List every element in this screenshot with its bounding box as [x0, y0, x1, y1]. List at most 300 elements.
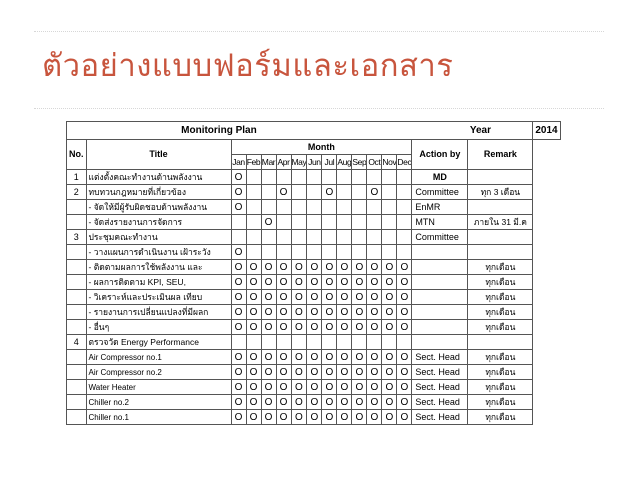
- month-mark-jun: [307, 245, 322, 260]
- month-mark-oct: [367, 215, 382, 230]
- month-mark-dec: O: [397, 260, 412, 275]
- month-mark-aug: [337, 245, 352, 260]
- month-mark-aug: [337, 335, 352, 350]
- month-mark-sep: O: [352, 290, 367, 305]
- month-mark-jan: O: [231, 245, 246, 260]
- month-mark-dec: O: [397, 320, 412, 335]
- month-mark-sep: [352, 185, 367, 200]
- row-remark: [468, 245, 533, 260]
- month-mark-sep: [352, 215, 367, 230]
- top-divider: [34, 31, 604, 32]
- month-mark-nov: [382, 185, 397, 200]
- month-mark-may: O: [291, 410, 307, 425]
- month-mark-mar: O: [261, 350, 276, 365]
- table-row: [67, 395, 561, 410]
- table-row: [67, 230, 561, 245]
- month-mark-feb: [246, 170, 261, 185]
- month-mark-jun: O: [307, 290, 322, 305]
- row-number: [67, 215, 87, 230]
- month-mark-may: [291, 200, 307, 215]
- month-mark-nov: [382, 215, 397, 230]
- month-mark-feb: [246, 245, 261, 260]
- month-mark-may: [291, 245, 307, 260]
- table-row: [67, 410, 561, 425]
- month-mark-jun: [307, 230, 322, 245]
- table-row: [67, 350, 561, 365]
- month-mark-jul: O: [322, 365, 337, 380]
- month-mark-jan: O: [231, 380, 246, 395]
- month-mark-mar: O: [261, 395, 276, 410]
- month-mark-aug: [337, 230, 352, 245]
- month-header-aug: Aug: [337, 155, 352, 170]
- month-mark-jun: [307, 185, 322, 200]
- month-header-apr: Apr: [276, 155, 291, 170]
- month-mark-jan: [231, 335, 246, 350]
- month-mark-oct: O: [367, 350, 382, 365]
- row-title: - รายงานการเปลี่ยนแปลงที่มีผลก: [86, 305, 231, 320]
- month-mark-nov: O: [382, 320, 397, 335]
- month-mark-nov: [382, 335, 397, 350]
- month-mark-sep: O: [352, 260, 367, 275]
- month-mark-feb: O: [246, 320, 261, 335]
- month-header-may: May: [291, 155, 307, 170]
- month-mark-aug: O: [337, 260, 352, 275]
- month-mark-jul: O: [322, 350, 337, 365]
- row-remark: ทุกเดือน: [468, 350, 533, 365]
- month-mark-oct: O: [367, 410, 382, 425]
- row-remark: ทุกเดือน: [468, 410, 533, 425]
- table-row: [67, 200, 561, 215]
- row-action-by: [412, 320, 468, 335]
- month-mark-jan: [231, 215, 246, 230]
- table-row: [67, 320, 561, 335]
- month-mark-jul: O: [322, 275, 337, 290]
- month-mark-oct: O: [367, 380, 382, 395]
- row-number: [67, 365, 87, 380]
- row-number: [67, 260, 87, 275]
- month-mark-apr: O: [276, 305, 291, 320]
- month-mark-dec: O: [397, 395, 412, 410]
- month-mark-mar: O: [261, 410, 276, 425]
- row-action-by: Sect. Head: [412, 395, 468, 410]
- month-mark-oct: O: [367, 395, 382, 410]
- row-title: - วางแผนการดำเนินงาน เฝ้าระวัง: [86, 245, 231, 260]
- month-mark-sep: O: [352, 380, 367, 395]
- row-remark: [468, 170, 533, 185]
- month-mark-jul: O: [322, 305, 337, 320]
- month-mark-jan: O: [231, 395, 246, 410]
- month-mark-jun: O: [307, 350, 322, 365]
- month-header-sep: Sep: [352, 155, 367, 170]
- row-action-by: [412, 305, 468, 320]
- row-action-by: [412, 335, 468, 350]
- month-mark-jan: O: [231, 290, 246, 305]
- month-header-dec: Dec: [397, 155, 412, 170]
- month-mark-nov: [382, 230, 397, 245]
- row-title: Air Compressor no.2: [86, 365, 231, 380]
- row-remark: ทุกเดือน: [468, 395, 533, 410]
- month-mark-aug: O: [337, 410, 352, 425]
- month-mark-aug: O: [337, 320, 352, 335]
- month-mark-feb: [246, 335, 261, 350]
- month-mark-jun: O: [307, 365, 322, 380]
- month-mark-jul: O: [322, 320, 337, 335]
- month-mark-mar: [261, 245, 276, 260]
- row-remark: ทุกเดือน: [468, 290, 533, 305]
- row-number: [67, 320, 87, 335]
- month-mark-may: [291, 335, 307, 350]
- title-divider: [34, 108, 604, 109]
- month-mark-may: O: [291, 305, 307, 320]
- month-mark-dec: [397, 215, 412, 230]
- month-mark-nov: O: [382, 275, 397, 290]
- month-mark-jul: O: [322, 185, 337, 200]
- month-mark-jun: [307, 200, 322, 215]
- month-mark-mar: O: [261, 320, 276, 335]
- month-mark-may: O: [291, 290, 307, 305]
- row-action-by: Sect. Head: [412, 365, 468, 380]
- row-number: [67, 410, 87, 425]
- month-mark-jan: O: [231, 170, 246, 185]
- row-remark: [468, 200, 533, 215]
- month-mark-jul: O: [322, 380, 337, 395]
- month-mark-mar: O: [261, 305, 276, 320]
- row-action-by: Sect. Head: [412, 380, 468, 395]
- month-mark-oct: [367, 335, 382, 350]
- month-mark-jan: O: [231, 320, 246, 335]
- month-mark-nov: O: [382, 410, 397, 425]
- month-mark-apr: O: [276, 260, 291, 275]
- month-mark-feb: O: [246, 350, 261, 365]
- month-header-jul: Jul: [322, 155, 337, 170]
- month-mark-aug: O: [337, 380, 352, 395]
- month-mark-oct: O: [367, 290, 382, 305]
- month-mark-may: [291, 185, 307, 200]
- month-mark-sep: O: [352, 350, 367, 365]
- month-mark-jun: O: [307, 260, 322, 275]
- month-mark-sep: O: [352, 410, 367, 425]
- table-row: [67, 215, 561, 230]
- month-mark-dec: O: [397, 380, 412, 395]
- row-number: [67, 290, 87, 305]
- month-mark-sep: O: [352, 395, 367, 410]
- month-mark-jan: O: [231, 365, 246, 380]
- year-label: Year: [468, 122, 533, 140]
- month-mark-jan: O: [231, 275, 246, 290]
- row-remark: ภายใน 31 มี.ค: [468, 215, 533, 230]
- table-header-title-row: [67, 122, 561, 140]
- month-mark-oct: [367, 170, 382, 185]
- table-header-row: [67, 140, 561, 155]
- month-mark-nov: O: [382, 260, 397, 275]
- month-mark-dec: [397, 200, 412, 215]
- month-mark-nov: O: [382, 365, 397, 380]
- row-remark: ทุก 3 เดือน: [468, 185, 533, 200]
- month-mark-may: O: [291, 365, 307, 380]
- row-title: - จัดส่งรายงานการจัดการ: [86, 215, 231, 230]
- month-mark-nov: O: [382, 305, 397, 320]
- month-mark-dec: [397, 335, 412, 350]
- row-number: [67, 350, 87, 365]
- month-mark-oct: O: [367, 365, 382, 380]
- row-title: - อื่นๆ: [86, 320, 231, 335]
- month-mark-apr: [276, 230, 291, 245]
- month-mark-aug: [337, 185, 352, 200]
- month-mark-aug: [337, 170, 352, 185]
- row-number: [67, 245, 87, 260]
- month-mark-dec: [397, 245, 412, 260]
- table-row: [67, 335, 561, 350]
- month-mark-mar: O: [261, 275, 276, 290]
- month-mark-sep: [352, 170, 367, 185]
- month-mark-sep: [352, 230, 367, 245]
- row-number: [67, 395, 87, 410]
- month-mark-feb: [246, 215, 261, 230]
- month-header-mar: Mar: [261, 155, 276, 170]
- month-mark-mar: O: [261, 290, 276, 305]
- row-action-by: [412, 260, 468, 275]
- month-mark-jul: [322, 230, 337, 245]
- month-mark-sep: [352, 200, 367, 215]
- month-mark-jul: [322, 200, 337, 215]
- month-mark-jul: O: [322, 410, 337, 425]
- row-title: Air Compressor no.1: [86, 350, 231, 365]
- row-action-by: EnMR: [412, 200, 468, 215]
- month-mark-jun: O: [307, 410, 322, 425]
- month-mark-mar: [261, 170, 276, 185]
- row-action-by: Committee: [412, 230, 468, 245]
- row-number: [67, 275, 87, 290]
- month-header-jan: Jan: [231, 155, 246, 170]
- month-mark-sep: O: [352, 305, 367, 320]
- row-title: Chiller no.1: [86, 410, 231, 425]
- row-title: - จัดให้มีผู้รับผิดชอบด้านพลังงาน: [86, 200, 231, 215]
- month-mark-oct: O: [367, 260, 382, 275]
- month-mark-mar: [261, 335, 276, 350]
- month-mark-may: O: [291, 260, 307, 275]
- month-mark-apr: [276, 215, 291, 230]
- month-mark-aug: O: [337, 275, 352, 290]
- month-mark-apr: O: [276, 350, 291, 365]
- month-mark-mar: O: [261, 260, 276, 275]
- month-mark-aug: O: [337, 305, 352, 320]
- month-mark-mar: O: [261, 365, 276, 380]
- month-mark-mar: O: [261, 215, 276, 230]
- month-mark-may: O: [291, 380, 307, 395]
- month-mark-apr: [276, 170, 291, 185]
- month-mark-jul: O: [322, 290, 337, 305]
- month-mark-aug: O: [337, 365, 352, 380]
- row-action-by: MTN: [412, 215, 468, 230]
- month-mark-apr: O: [276, 275, 291, 290]
- row-remark: ทุกเดือน: [468, 320, 533, 335]
- row-action-by: Sect. Head: [412, 410, 468, 425]
- table-row: [67, 185, 561, 200]
- month-mark-apr: [276, 245, 291, 260]
- header-remark: Remark: [468, 140, 533, 170]
- month-mark-apr: O: [276, 395, 291, 410]
- month-mark-sep: [352, 335, 367, 350]
- month-mark-jun: O: [307, 305, 322, 320]
- row-title: ทบทวนกฎหมายที่เกี่ยวข้อง: [86, 185, 231, 200]
- month-mark-nov: O: [382, 350, 397, 365]
- month-mark-oct: [367, 230, 382, 245]
- month-mark-feb: O: [246, 275, 261, 290]
- month-mark-jan: [231, 230, 246, 245]
- row-number: [67, 380, 87, 395]
- row-title: - ผลการติดตาม KPI, SEU,: [86, 275, 231, 290]
- month-mark-may: [291, 230, 307, 245]
- month-mark-may: [291, 215, 307, 230]
- month-mark-jan: O: [231, 305, 246, 320]
- month-mark-nov: O: [382, 395, 397, 410]
- month-mark-apr: O: [276, 320, 291, 335]
- month-mark-may: [291, 170, 307, 185]
- plan-title: Monitoring Plan: [86, 122, 352, 140]
- month-mark-jan: O: [231, 260, 246, 275]
- month-mark-may: O: [291, 275, 307, 290]
- month-mark-mar: [261, 230, 276, 245]
- month-mark-aug: [337, 200, 352, 215]
- month-mark-sep: O: [352, 365, 367, 380]
- month-mark-jul: [322, 170, 337, 185]
- month-mark-jul: [322, 215, 337, 230]
- row-action-by: [412, 275, 468, 290]
- month-mark-dec: O: [397, 290, 412, 305]
- row-remark: ทุกเดือน: [468, 380, 533, 395]
- month-mark-dec: [397, 185, 412, 200]
- month-mark-jun: [307, 215, 322, 230]
- table-row: [67, 170, 561, 185]
- month-mark-feb: O: [246, 410, 261, 425]
- row-remark: [468, 230, 533, 245]
- month-mark-dec: [397, 170, 412, 185]
- month-mark-oct: O: [367, 305, 382, 320]
- month-mark-jun: O: [307, 380, 322, 395]
- row-action-by: MD: [412, 170, 468, 185]
- month-mark-mar: [261, 200, 276, 215]
- month-mark-feb: O: [246, 365, 261, 380]
- month-mark-jul: [322, 335, 337, 350]
- month-mark-feb: O: [246, 290, 261, 305]
- header-month: Month: [231, 140, 412, 155]
- month-mark-feb: [246, 230, 261, 245]
- month-header-feb: Feb: [246, 155, 261, 170]
- row-number: 2: [67, 185, 87, 200]
- row-number: [67, 200, 87, 215]
- month-mark-dec: O: [397, 365, 412, 380]
- month-mark-oct: [367, 200, 382, 215]
- row-number: 4: [67, 335, 87, 350]
- row-action-by: Committee: [412, 185, 468, 200]
- row-remark: ทุกเดือน: [468, 305, 533, 320]
- month-mark-nov: [382, 245, 397, 260]
- month-mark-oct: O: [367, 185, 382, 200]
- header-action-by: Action by: [412, 140, 468, 170]
- month-mark-nov: O: [382, 380, 397, 395]
- month-mark-feb: O: [246, 395, 261, 410]
- monitoring-plan-table: [66, 121, 561, 425]
- month-mark-nov: O: [382, 290, 397, 305]
- slide-title: ตัวอย่างแบบฟอร์มและเอกสาร: [42, 48, 454, 84]
- row-action-by: [412, 290, 468, 305]
- row-remark: ทุกเดือน: [468, 260, 533, 275]
- month-mark-feb: [246, 200, 261, 215]
- month-mark-nov: [382, 200, 397, 215]
- month-mark-dec: O: [397, 350, 412, 365]
- month-mark-jun: O: [307, 275, 322, 290]
- table-row: [67, 275, 561, 290]
- month-mark-apr: O: [276, 380, 291, 395]
- month-header-jun: Jun: [307, 155, 322, 170]
- row-title: แต่งตั้งคณะทำงานด้านพลังงาน: [86, 170, 231, 185]
- month-mark-apr: O: [276, 365, 291, 380]
- row-title: - ติดตามผลการใช้พลังงาน และ: [86, 260, 231, 275]
- table-row: [67, 245, 561, 260]
- month-mark-aug: O: [337, 350, 352, 365]
- month-mark-oct: O: [367, 320, 382, 335]
- month-mark-jan: O: [231, 185, 246, 200]
- year-value: 2014: [533, 122, 560, 140]
- month-mark-may: O: [291, 350, 307, 365]
- month-mark-feb: [246, 185, 261, 200]
- month-header-nov: Nov: [382, 155, 397, 170]
- header-title: Title: [86, 140, 231, 170]
- month-mark-apr: O: [276, 290, 291, 305]
- month-mark-oct: [367, 245, 382, 260]
- month-mark-jun: [307, 170, 322, 185]
- month-mark-may: O: [291, 320, 307, 335]
- month-mark-sep: O: [352, 275, 367, 290]
- month-mark-jan: O: [231, 200, 246, 215]
- month-mark-jan: O: [231, 350, 246, 365]
- table-row: [67, 305, 561, 320]
- month-mark-dec: O: [397, 275, 412, 290]
- month-mark-apr: O: [276, 185, 291, 200]
- month-header-oct: Oct: [367, 155, 382, 170]
- month-mark-dec: O: [397, 410, 412, 425]
- month-mark-mar: O: [261, 380, 276, 395]
- month-mark-mar: [261, 185, 276, 200]
- row-remark: ทุกเดือน: [468, 275, 533, 290]
- month-mark-feb: O: [246, 380, 261, 395]
- month-mark-jun: [307, 335, 322, 350]
- header-no: No.: [67, 140, 87, 170]
- month-mark-apr: O: [276, 410, 291, 425]
- month-mark-sep: [352, 245, 367, 260]
- month-mark-dec: O: [397, 305, 412, 320]
- month-mark-may: O: [291, 395, 307, 410]
- month-mark-jun: O: [307, 395, 322, 410]
- row-number: 3: [67, 230, 87, 245]
- row-title: Water Heater: [86, 380, 231, 395]
- table-row: [67, 260, 561, 275]
- row-action-by: Sect. Head: [412, 350, 468, 365]
- month-mark-jul: O: [322, 395, 337, 410]
- month-mark-feb: O: [246, 305, 261, 320]
- row-title: - วิเคราะห์และประเมินผล เทียบ: [86, 290, 231, 305]
- month-mark-jul: O: [322, 260, 337, 275]
- row-title: Chiller no.2: [86, 395, 231, 410]
- table-row: [67, 365, 561, 380]
- month-mark-aug: [337, 215, 352, 230]
- month-mark-nov: [382, 170, 397, 185]
- month-mark-aug: O: [337, 395, 352, 410]
- row-remark: ทุกเดือน: [468, 365, 533, 380]
- month-mark-aug: O: [337, 290, 352, 305]
- row-title: ตรวจวัด Energy Performance: [86, 335, 231, 350]
- month-mark-dec: [397, 230, 412, 245]
